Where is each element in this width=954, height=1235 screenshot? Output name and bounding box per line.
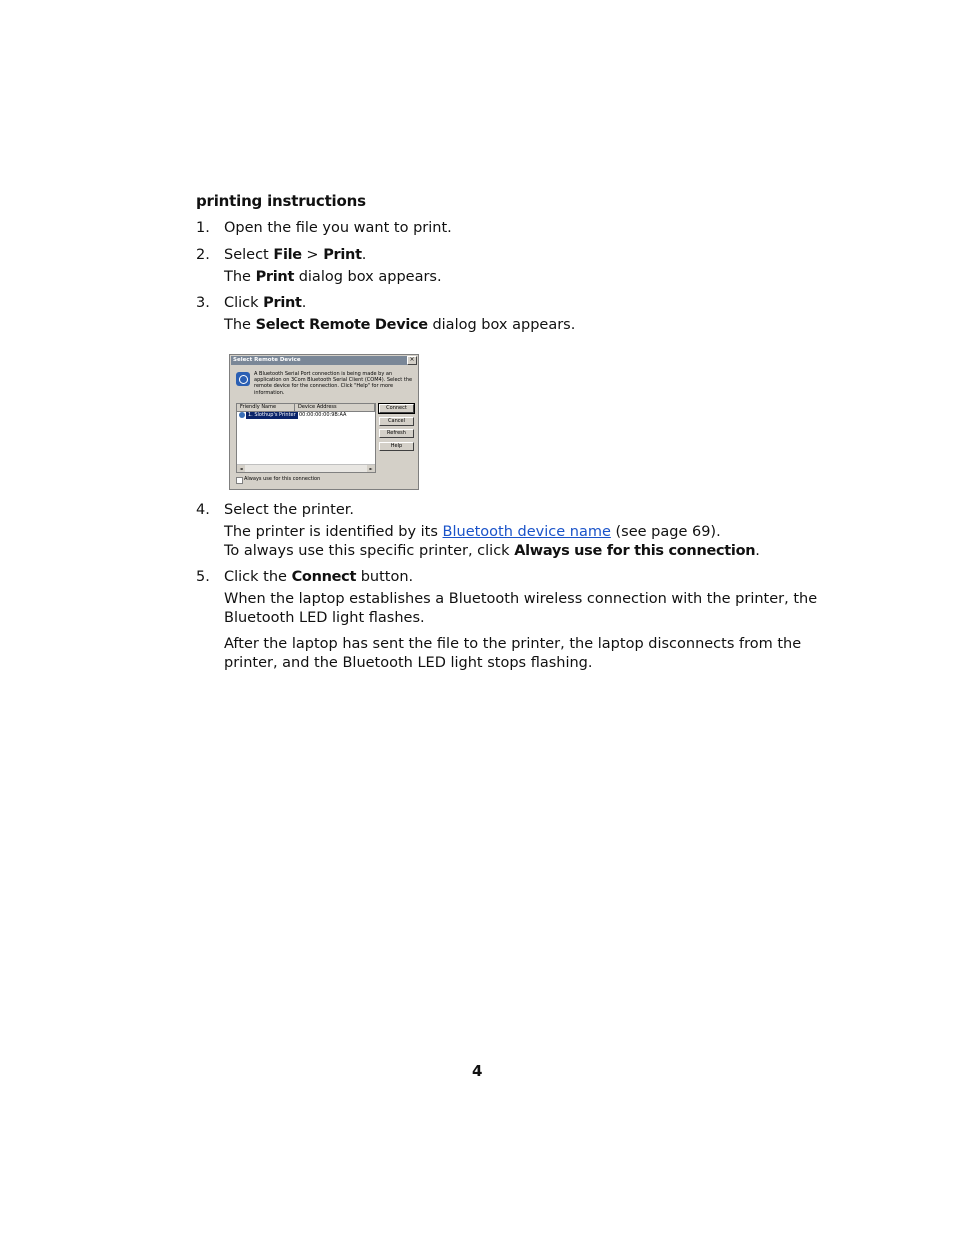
- scroll-left-icon[interactable]: ◄: [237, 465, 245, 472]
- cancel-button[interactable]: Cancel: [379, 417, 414, 426]
- help-button[interactable]: Help: [379, 442, 414, 451]
- always-use-option-name: Always use for this connection: [514, 543, 756, 559]
- step-2-sub-pre: The: [224, 269, 256, 285]
- connect-button-name: Connect: [291, 569, 357, 585]
- horizontal-scrollbar[interactable]: [237, 464, 375, 472]
- device-row-address[interactable]: 00:00:00:00:9B:AA: [299, 412, 347, 418]
- step-1-text: Open the file you want to print.: [224, 220, 452, 236]
- step-5-text: [224, 569, 413, 585]
- step-4-line-1-pre: The printer is identified by its: [224, 524, 443, 540]
- connect-button[interactable]: Connect: [379, 404, 414, 413]
- step-5-pre: Click the: [224, 569, 292, 585]
- step-2-post: .: [361, 247, 367, 263]
- step-1-number: 1.: [196, 220, 210, 236]
- column-header-friendly-name[interactable]: Friendly Name: [237, 404, 295, 412]
- refresh-button[interactable]: Refresh: [379, 429, 414, 438]
- step-2-number: 2.: [196, 247, 210, 263]
- step-2-text: [224, 247, 366, 263]
- select-remote-device-name: Select Remote Device: [255, 317, 428, 333]
- print-dialog-name: Print: [255, 269, 295, 285]
- select-remote-device-dialog: [229, 354, 419, 490]
- step-3-sub: [224, 317, 575, 333]
- step-2-sep: >: [301, 247, 324, 263]
- step-4-text: Select the printer.: [224, 502, 354, 518]
- step-2-sub: [224, 269, 442, 285]
- bluetooth-device-name-link[interactable]: Bluetooth device name: [442, 524, 611, 540]
- step-4-line-2-post: .: [755, 543, 760, 559]
- always-use-checkbox[interactable]: [236, 477, 243, 484]
- step-3-number: 3.: [196, 295, 210, 311]
- step-3-pre: Click: [224, 295, 264, 311]
- bluetooth-logo-icon: [236, 372, 250, 386]
- step-5-post: button.: [356, 569, 414, 585]
- step-4-line-2-pre: To always use this specific printer, click: [224, 543, 515, 559]
- step-5-para-2-line-2: printer, and the Bluetooth LED light stops flashing.: [224, 655, 593, 671]
- always-use-checkbox-label: Always use for this connection: [244, 476, 321, 482]
- dialog-message: A Bluetooth Serial Port connection is being made by an application on 3Com Bluetooth Serial Client (COM4). Select the remote device for the connection. Click "Help" for more information.: [254, 371, 413, 396]
- page-number: 4: [472, 1062, 483, 1080]
- printer-icon: [239, 412, 245, 418]
- column-header-device-address[interactable]: Device Address: [295, 404, 375, 412]
- step-5-para-1-line-2: Bluetooth LED light flashes.: [224, 610, 425, 626]
- step-5-para-1-line-1: When the laptop establishes a Bluetooth wireless connection with the printer, the: [224, 591, 818, 607]
- device-list[interactable]: [236, 403, 376, 473]
- print-button-name: Print: [263, 295, 302, 311]
- scroll-right-icon[interactable]: ►: [367, 465, 375, 472]
- step-3-text: [224, 295, 306, 311]
- step-2-pre: Select: [224, 247, 274, 263]
- step-4-line-1-post: (see page 69).: [610, 524, 721, 540]
- section-heading: printing instructions: [196, 192, 366, 210]
- step-4-number: 4.: [196, 502, 210, 518]
- step-5-para-2-line-1: After the laptop has sent the file to the printer, the laptop disconnects from the: [224, 636, 802, 652]
- dialog-title: Select Remote Device: [231, 356, 417, 365]
- step-5-number: 5.: [196, 569, 210, 585]
- step-3-post: .: [301, 295, 307, 311]
- menu-print: Print: [323, 247, 362, 263]
- step-4-line-2: [224, 543, 760, 559]
- device-row-name[interactable]: 1. Slothup's Printer: [248, 412, 296, 418]
- step-3-sub-pre: The: [224, 317, 256, 333]
- close-icon[interactable]: ×: [407, 356, 417, 365]
- menu-file: File: [273, 247, 302, 263]
- step-2-sub-post: dialog box appears.: [294, 269, 442, 285]
- step-4-line-1: [224, 524, 721, 540]
- step-3-sub-post: dialog box appears.: [427, 317, 576, 333]
